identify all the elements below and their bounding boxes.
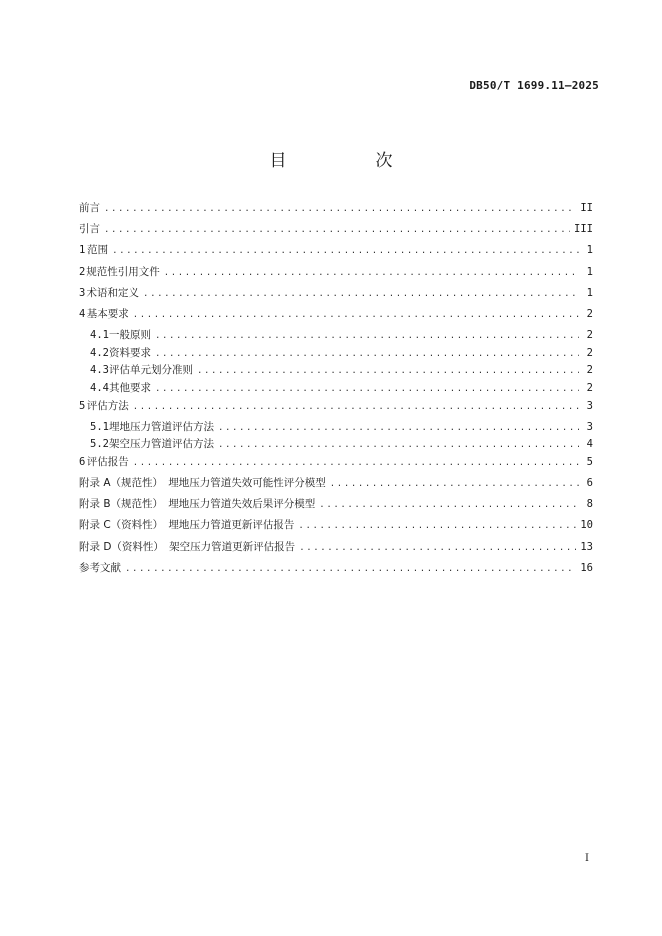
toc-entry-label: 基本要求 — [86, 307, 129, 320]
toc-entry[interactable] — [79, 475, 593, 496]
toc-entry-page: 16 — [580, 561, 593, 574]
toc-entry[interactable] — [79, 327, 593, 345]
toc-leader-dots — [143, 289, 579, 299]
toc-leader-dots — [298, 521, 576, 531]
toc-entry-label: 术语和定义 — [86, 286, 140, 299]
toc-entry-page: III — [574, 223, 593, 236]
toc-entry-page: II — [580, 202, 593, 214]
toc-entry-number: 4.4 — [90, 381, 109, 394]
toc-leader-dots — [330, 479, 579, 489]
toc-leader-dots — [104, 225, 570, 235]
toc-entry[interactable] — [79, 517, 593, 538]
toc-leader-dots — [133, 458, 579, 468]
toc-entry-label: 附录 B（规范性） 埋地压力管道失效后果评分模型 — [79, 498, 316, 511]
toc-entry[interactable] — [79, 200, 593, 221]
toc-entry[interactable] — [79, 436, 593, 454]
toc-entry[interactable] — [79, 362, 593, 380]
toc-entry[interactable] — [79, 242, 593, 263]
toc-entry[interactable] — [79, 264, 593, 285]
toc-entry-page: 3 — [586, 399, 593, 412]
toc-leader-dots — [319, 500, 579, 510]
toc-entry-page: 6 — [586, 477, 593, 490]
toc-entry[interactable] — [79, 539, 593, 560]
toc-entry-page: 1 — [586, 286, 593, 299]
toc-entry-page: 4 — [586, 438, 593, 451]
toc-entry-number: 5 — [79, 399, 86, 412]
toc-entry-label: 规范性引用文件 — [86, 265, 160, 278]
page-title: 目 次 — [269, 151, 429, 171]
toc-entry-page: 2 — [586, 329, 593, 342]
toc-entry[interactable] — [79, 398, 593, 419]
toc-entry-number: 4.2 — [90, 346, 109, 359]
toc-entry-label: 埋地压力管道评估方法 — [108, 420, 214, 433]
toc-entry-number: 3 — [79, 286, 86, 299]
toc-entry-number: 2 — [79, 265, 86, 278]
toc-leader-dots — [197, 366, 579, 376]
toc-entry-label: 评估单元划分准则 — [108, 364, 193, 377]
toc-entry-label: 评估方法 — [86, 399, 129, 412]
toc-entry-number: 4.1 — [90, 329, 109, 342]
toc-entry-page: 8 — [586, 498, 593, 511]
toc-entry-label: 一般原则 — [108, 329, 151, 342]
toc-entry-label: 其他要求 — [108, 381, 151, 394]
toc-entry[interactable] — [79, 345, 593, 363]
toc-entry-page: 2 — [586, 307, 593, 320]
toc-entry-label: 引言 — [79, 223, 100, 236]
toc-entry-number: 5.1 — [90, 420, 109, 433]
toc-leader-dots — [133, 402, 579, 412]
toc-entry-number: 6 — [79, 455, 86, 468]
toc-entry[interactable] — [79, 560, 593, 581]
toc-entry-page: 2 — [586, 346, 593, 359]
toc-entry-number: 1 — [79, 244, 86, 257]
toc-leader-dots — [155, 331, 579, 341]
toc-entry-label: 附录 D（资料性） 架空压力管道更新评估报告 — [79, 540, 296, 553]
toc-entry[interactable] — [79, 306, 593, 327]
toc-entry-label: 附录 A（规范性） 埋地压力管道失效可能性评分模型 — [79, 477, 326, 490]
toc-entry-label: 附录 C（资料性） 埋地压力管道更新评估报告 — [79, 519, 295, 532]
toc-entry-label: 范围 — [87, 244, 109, 257]
toc-entry-page: 2 — [586, 381, 593, 394]
toc-entry-label: 前言 — [79, 202, 100, 214]
toc-entry-number: 5.2 — [90, 438, 109, 451]
toc-leader-dots — [155, 349, 579, 359]
toc-entry-label: 资料要求 — [108, 346, 151, 359]
toc-entry-page: 3 — [586, 420, 593, 433]
toc-leader-dots — [133, 310, 579, 320]
toc-entry-label: 评估报告 — [86, 455, 129, 468]
toc-entry-number: 4.3 — [90, 364, 109, 377]
toc-entry[interactable] — [79, 285, 593, 306]
toc-entry-label: 参考文献 — [79, 561, 121, 574]
toc-leader-dots — [218, 440, 579, 450]
toc-leader-dots — [125, 564, 576, 574]
toc-leader-dots — [299, 543, 576, 553]
toc-entry-page: 2 — [586, 364, 593, 377]
footer-page-number: I — [585, 853, 589, 864]
toc-entry-number: 4 — [79, 307, 86, 320]
toc-entry-label: 架空压力管道评估方法 — [108, 438, 214, 451]
toc-leader-dots — [218, 423, 579, 433]
toc-entry[interactable] — [79, 419, 593, 437]
toc-entry[interactable] — [79, 454, 593, 475]
toc-entry-page: 1 — [586, 244, 593, 257]
table-of-contents — [79, 200, 593, 581]
toc-leader-dots — [164, 268, 579, 278]
toc-entry-page: 13 — [580, 540, 593, 553]
toc-leader-dots — [104, 204, 576, 214]
toc-entry[interactable] — [79, 380, 593, 398]
toc-entry-page: 10 — [580, 519, 593, 532]
toc-entry[interactable] — [79, 496, 593, 517]
toc-leader-dots — [155, 384, 579, 394]
toc-entry[interactable] — [79, 221, 593, 242]
toc-leader-dots — [112, 246, 579, 256]
toc-entry-page: 1 — [586, 265, 593, 278]
toc-entry-page: 5 — [586, 455, 593, 468]
standard-number: DB50/T 1699.11—2025 — [469, 79, 599, 92]
